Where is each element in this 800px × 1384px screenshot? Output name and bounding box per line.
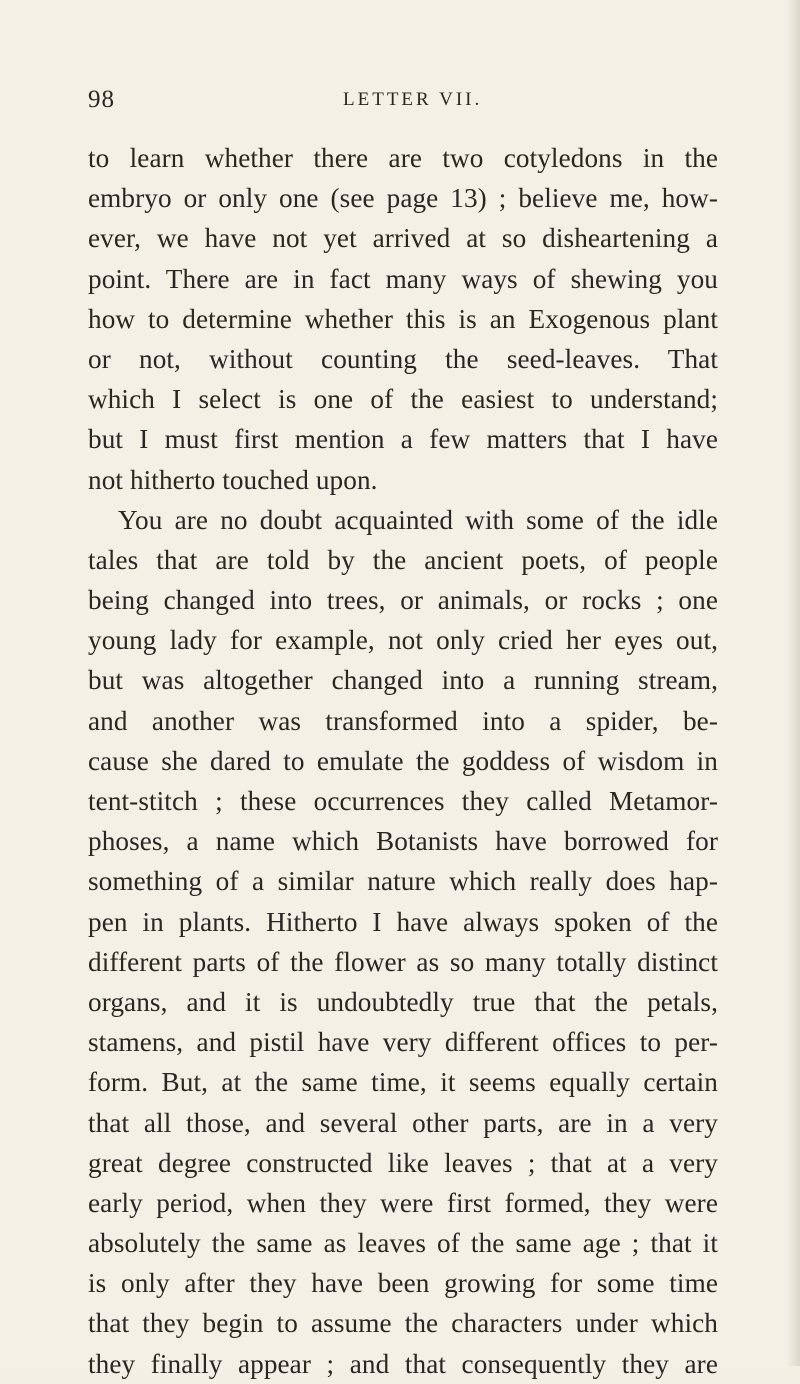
text-line: point. There are in fact many ways of shewing you [88,263,718,294]
text-line: and another was transformed into a spider, be- [88,705,718,736]
page-edge-shadow [786,0,800,1366]
text-line: that all those, and several other parts, are in a very [88,1107,718,1138]
text-line: pen in plants. Hitherto I have always spoken of the [88,906,718,937]
text-line: is only after they have been growing for some time [88,1268,718,1299]
text-line: to learn whether there are two cotyledons in the [88,143,718,173]
text-line: cause she dared to emulate the goddess of wisdom in [88,745,718,776]
text-line: form. But, at the same time, it seems equally certain [88,1067,718,1098]
text-line: You are no doubt acquainted with some of the idle [118,504,718,535]
text-line: being changed into trees, or animals, or rocks ; one [88,585,718,616]
text-line: tales that are told by the ancient poets, of people [88,544,718,575]
text-line: they finally appear ; and that consequently they are [88,1348,718,1379]
text-line: ever, we have not yet arrived at so disheartening a [88,223,718,254]
text-line: which I select is one of the easiest to understand; [88,384,718,415]
text-line: not hitherto touched upon. [88,464,378,495]
body-text [88,138,718,1384]
text-line: or not, without counting the seed-leaves. That [88,343,718,374]
page-number: 98 [88,86,115,113]
text-line: absolutely the same as leaves of the same age ; that it [88,1228,718,1259]
text-line: stamens, and pistil have very different offices to per- [88,1027,718,1058]
text-line: early period, when they were first formed, they were [88,1187,718,1218]
text-line: embryo or only one (see page 13) ; believe me, how- [88,183,718,214]
text-line: great degree constructed like leaves ; that at a very [88,1147,718,1178]
text-line: how to determine whether this is an Exogenous plant [88,303,718,334]
text-line: tent-stitch ; these occurrences they called Metamor- [88,786,718,816]
text-line: young lady for example, not only cried her eyes out, [88,625,718,656]
text-line: something of a similar nature which really does hap- [88,866,718,897]
running-head: LETTER VII. [343,89,483,110]
text-line: but I must first mention a few matters that I have [88,424,718,455]
text-line: organs, and it is undoubtedly true that the petals, [88,986,718,1017]
text-line: phoses, a name which Botanists have borrowed for [88,826,718,857]
text-line: different parts of the flower as so many totally distinct [88,946,718,977]
text-line: that they begin to assume the characters under which [88,1308,718,1339]
page-header [88,86,718,120]
text-line: but was altogether changed into a running stream, [88,665,718,696]
